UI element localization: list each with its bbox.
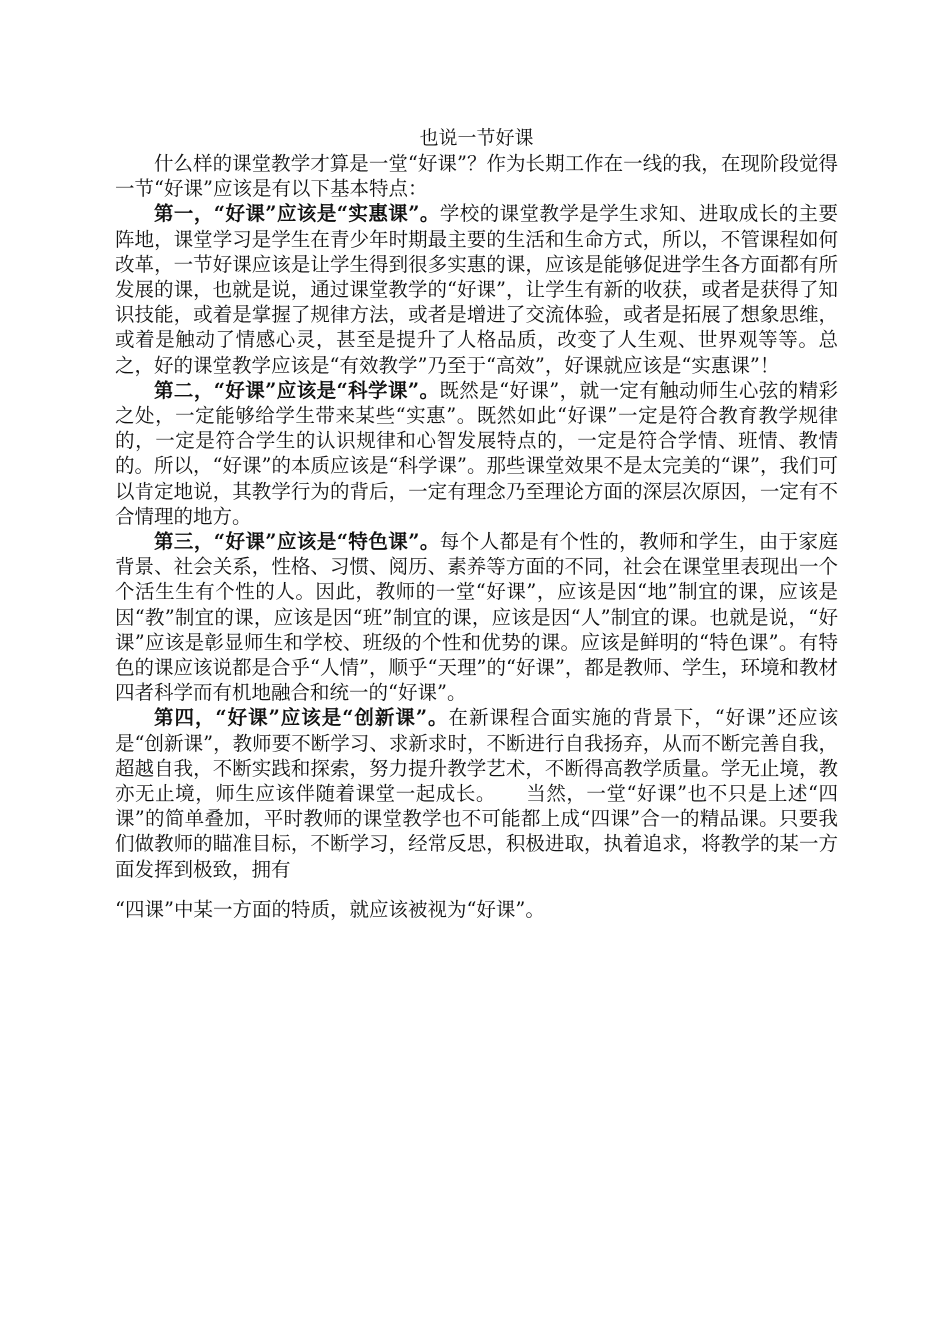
document-title: 也说一节好课	[419, 127, 534, 149]
closing-line: “四课”中某一方面的特质，就应该被视为“好课”。	[115, 897, 545, 921]
section-body-3: 每个人都是有个性的，教师和学生，由于家庭背景、社会关系，性格、习惯、阅历、素养等方面的不同，社会在课堂里表现出一个个活生生有个性的人。因此，教师的一堂“好课”，应该是因“地”制宜的课，应该是因“教”制宜的课，应该是因“班”制宜的课，应该是因“人”制宜的课。也就是说，“好课”应该是彰显师生和学校、班级的个性和优势的课。应该是鲜明的“特色课”。有特色的课应该说都是合乎“人情”，顺乎“天理”的“好课”，都是教师、学生，环境和教材四者科学而有机地融合和统一的“好课”。	[115, 530, 838, 705]
section-lead-3: 第三，“好课”应该是“特色课”。	[154, 530, 440, 554]
section-lead-1: 第一，“好课”应该是“实惠课”。	[154, 202, 440, 226]
section-body-2: 既然是“好课”，就一定有触动师生心弦的精彩之处，一定能够给学生带来某些“实惠”。既然如此“好课”一定是符合教育教学规律的，一定是符合学生的认识规律和心智发展特点的，一定是符合学情、班情、教情的。所以，“好课”的本质应该是“科学课”。那些课堂效果不是太完美的“课”，我们可以肯定地说，其教学行为的背后，一定有理念乃至理论方面的深层次原因，一定有不合情理的地方。	[115, 378, 838, 528]
section-lead-2: 第二，“好课”应该是“科学课”。	[154, 378, 440, 402]
section-body-4: 在新课程合面实施的背景下，“好课”还应该是“创新课”，教师要不断学习、求新求时，不断进行自我扬弃，从而不断完善自我，超越自我，不断实践和探索，努力提升教学艺术，不断得高教学质量。学无止境，教亦无止境，师生应该伴随着课堂一起成长。 当然，一堂“好课”也不只是上述“四课”的简单叠加，平时教师的课堂教学也不可能都上成“四课”合一的精品课。只要我们做教师的瞄准目标，不断学习，经常反思，积极进取，执着追求，将教学的某一方面发挥到极致，拥有	[115, 706, 838, 881]
document-body	[115, 126, 838, 922]
intro-paragraph: 什么样的课堂教学才算是一堂“好课”？作为长期工作在一线的我，在现阶段觉得一节“好课”应该是有以下基本特点：	[115, 152, 838, 201]
section-lead-4: 第四，“好课”应该是“创新课”。	[154, 706, 449, 730]
section-paragraph-3	[115, 529, 838, 705]
section-paragraph-4	[115, 705, 838, 881]
section-body-1: 学校的课堂教学是学生求知、进取成长的主要阵地，课堂学习是学生在青少年时期最主要的生活和生命方式，所以，不管课程如何改革，一节好课应该是让学生得到很多实惠的课，应该是能够促进学生各方面都有所发展的课，也就是说，通过课堂教学的“好课”，让学生有新的收获，或者是获得了知识技能，或着是掌握了规律方法，或者是增进了交流体验，或者是拓展了想象思维，或着是触动了情感心灵，甚至是提升了人格品质，改变了人生观、世界观等等。总之，好的课堂教学应该是“有效教学”乃至于“高效”，好课就应该是“实惠课”！	[115, 202, 838, 377]
section-paragraph-2	[115, 378, 838, 529]
section-paragraph-1	[115, 201, 838, 377]
